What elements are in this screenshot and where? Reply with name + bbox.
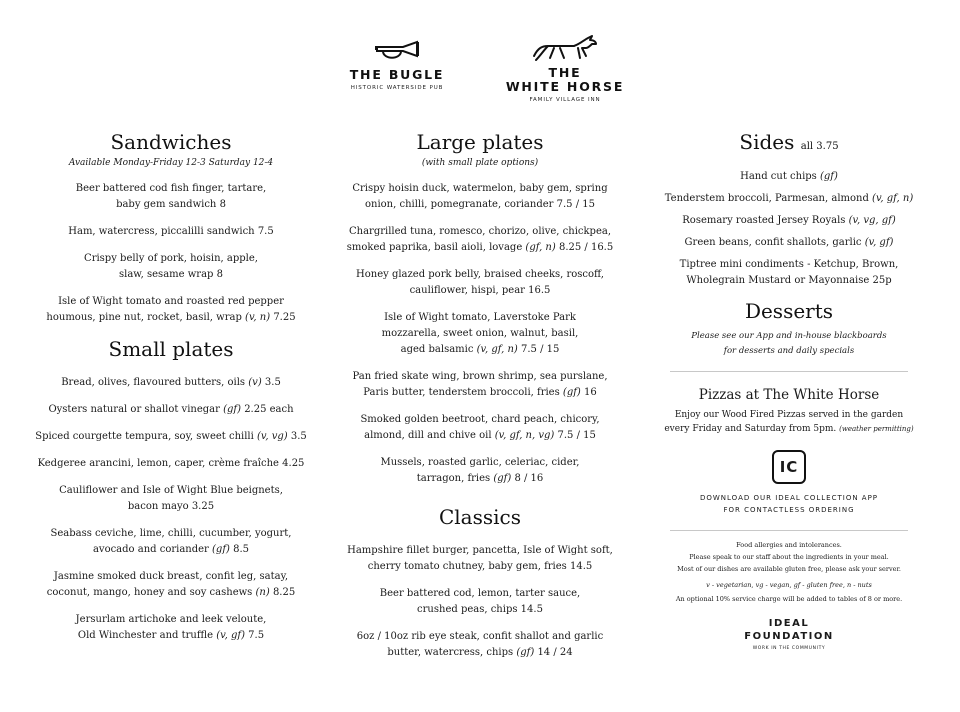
menu-item (330, 267, 630, 299)
menu-item-diet: (gf) (562, 387, 581, 398)
allergy-line1: Food allergies and intolerances. (736, 541, 842, 549)
sandwiches-title: Sandwiches (110, 130, 232, 154)
menu-item-last-line (30, 585, 312, 601)
menu-item-line0: Isle of Wight tomato, Laverstoke Park (384, 312, 576, 323)
menu-item-price: 14.5 (520, 604, 543, 615)
menu-item-last-line (330, 559, 630, 575)
large-plates-title: Large plates (416, 130, 544, 154)
bugle-icon (373, 40, 421, 64)
menu-item (662, 257, 916, 289)
menu-item-text: onion, chilli, pomegranate, coriander (365, 199, 554, 210)
menu-item-diet: (v, n) (245, 312, 271, 323)
white-horse-logo (502, 34, 628, 103)
foundation-line1: IDEAL (768, 618, 810, 629)
menu-item-price: 3.5 (264, 377, 281, 388)
menu-item-price: 7.5 (248, 630, 265, 641)
menu-item-diet: (v, gf) (864, 237, 894, 248)
menu-item-line1: Jersurlam artichoke and leek veloute, (75, 614, 267, 625)
menu-item (30, 181, 312, 213)
menu-item-text: Kedgeree arancini, lemon, caper, crème fraîche (37, 458, 279, 469)
menu-item-line1: Pan fried skate wing, brown shrimp, sea purslane, (352, 371, 608, 382)
menu-item-price: 8 (219, 199, 226, 210)
menu-item (662, 169, 916, 185)
menu-item-last-line (30, 499, 312, 515)
menu-item-line1: Crispy hoisin duck, watermelon, baby gem, spring (352, 183, 608, 194)
menu-item-price: 7.5 (257, 226, 274, 237)
menu-item-price: 8.5 (233, 544, 250, 555)
bugle-tagline: HISTORIC WATERSIDE PUB (350, 85, 444, 91)
small-plates-list (30, 375, 312, 644)
menu-item-last-line (330, 283, 630, 299)
menu-item (330, 629, 630, 661)
right-column (662, 130, 916, 651)
menu-item-price: 8.25 (272, 587, 296, 598)
app-line2: FOR CONTACTLESS ORDERING (723, 506, 855, 514)
menu-item-last-line (662, 213, 916, 229)
menu-item-line1: Isle of Wight tomato and roasted red pepper (58, 296, 284, 307)
menu-item-line1: Hampshire fillet burger, pancetta, Isle of Wight soft, (347, 545, 613, 556)
diet-legend: v - vegetarian, vg - vegan, gf - gluten free, n - nuts (706, 581, 872, 589)
menu-item-line1: Seabass ceviche, lime, chilli, cucumber, yogurt, (50, 528, 292, 539)
horse-name-line2: WHITE HORSE (505, 79, 625, 94)
large-plates-list (330, 181, 630, 487)
middle-column (330, 130, 630, 672)
menu-item-last-line (330, 645, 630, 661)
menu-item (662, 213, 916, 229)
pizzas-text (662, 408, 916, 436)
menu-item-last-line (330, 471, 630, 487)
menu-item-price: 7.25 (273, 312, 296, 323)
menu-item-line1: Smoked golden beetroot, chard peach, chicory, (360, 414, 600, 425)
menu-item-text: coconut, mango, honey and soy cashews (46, 587, 253, 598)
pizzas-line2: every Friday and Saturday from 5pm. (664, 424, 837, 434)
menu-item-last-line (662, 191, 916, 207)
desserts-note-line2: for desserts and daily specials (723, 346, 855, 356)
bugle-logo (338, 40, 456, 91)
menu-item-last-line (662, 169, 916, 185)
menu-item (30, 251, 312, 283)
menu-item-text: butter, watercress, chips (387, 647, 514, 658)
menu-item-line1: Crispy belly of pork, hoisin, apple, (84, 253, 258, 264)
menu-item-price: 2.25 each (244, 404, 294, 415)
menu-item-diet: (v, gf, n, vg) (494, 430, 555, 441)
menu-item-text: crushed peas, chips (417, 604, 518, 615)
menu-item (330, 310, 630, 358)
menu-item-price: 4.25 (282, 458, 305, 469)
divider (670, 530, 908, 531)
menu-item-last-line (30, 267, 312, 283)
menu-item-price: 3.5 (290, 431, 307, 442)
menu-item-line1: Beer battered cod fish finger, tartare, (75, 183, 267, 194)
sandwiches-subtitle: Available Monday-Friday 12-3 Saturday 12-4 (68, 158, 274, 168)
menu-item-diet: (gf) (493, 473, 512, 484)
menu-item-last-line (662, 273, 916, 289)
menu-item-last-line (662, 235, 916, 251)
sides-price-note: all 3.75 (800, 141, 839, 152)
menu-item (330, 369, 630, 401)
allergy-info (662, 539, 916, 605)
menu-item-price: 14.5 (570, 561, 593, 572)
sides-title (662, 130, 916, 159)
menu-item (30, 224, 312, 240)
menu-item-diet: (gf) (820, 171, 838, 182)
menu-item-price: 14 / 24 (537, 647, 573, 658)
menu-item (330, 224, 630, 256)
menu-item-text: Green beans, confit shallots, garlic (684, 237, 862, 248)
menu-item (330, 455, 630, 487)
menu-item (30, 429, 312, 445)
menu-item-text: bacon mayo (127, 501, 189, 512)
allergy-line2: Please speak to our staff about the ingredients in your meal. (689, 553, 889, 561)
menu-item-price: 16.5 (528, 285, 551, 296)
menu-item-text: smoked paprika, basil aioli, lovage (346, 242, 523, 253)
menu-item (330, 181, 630, 213)
menu-item-text: aged balsamic (400, 344, 474, 355)
menu-item-text: Spiced courgette tempura, soy, sweet chilli (35, 431, 254, 442)
menu-item-price: 3.25 (191, 501, 215, 512)
menu-item-line1: Beer battered cod, lemon, tarter sauce, (379, 588, 581, 599)
menu-item (662, 235, 916, 251)
menu-item-diet: (v, gf, n) (872, 193, 914, 204)
large-plates-subtitle: (with small plate options) (421, 158, 539, 168)
menu-item-text: Rosemary roasted Jersey Royals (682, 215, 846, 226)
allergy-line3: Most of our dishes are available gluten free, please ask your server. (677, 565, 901, 573)
menu-item-last-line (30, 224, 312, 240)
menu-item (330, 412, 630, 444)
desserts-note (662, 329, 916, 359)
menu-item-price: 7.5 / 15 (557, 430, 596, 441)
menu-item-last-line (30, 375, 312, 391)
menu-item-last-line (30, 456, 312, 472)
menu-item-price: 8.25 / 16.5 (558, 242, 614, 253)
menu-item-text: cauliflower, hispi, pear (409, 285, 525, 296)
menu-item-diet: (v, vg, gf) (848, 215, 896, 226)
menu-item-text: Wholegrain Mustard or Mayonnaise 25p (686, 275, 892, 286)
menu-item-diet: (gf) (516, 647, 535, 658)
foundation-line2: FOUNDATION (744, 631, 834, 642)
horse-tagline: FAMILY VILLAGE INN (529, 97, 601, 103)
menu-item-price: 8 / 16 (514, 473, 544, 484)
pizzas-line2-wrap (662, 422, 916, 436)
menu-item-text: almond, dill and chive oil (364, 430, 492, 441)
service-charge-note: An optional 10% service charge will be added to tables of 8 or more. (675, 595, 903, 603)
sides-list (662, 169, 916, 289)
menu-item-price: 7.5 / 15 (521, 344, 560, 355)
pizzas-title: Pizzas at The White Horse (698, 387, 880, 403)
foundation-tagline: WORK IN THE COMMUNITY (752, 646, 826, 651)
menu-item-last-line (30, 429, 312, 445)
classics-title: Classics (438, 505, 521, 529)
menu-item-text: Paris butter, tenderstem broccoli, fries (363, 387, 560, 398)
menu-item-last-line (330, 602, 630, 618)
menu-item-last-line (330, 428, 630, 444)
menu-item-text: Oysters natural or shallot vinegar (48, 404, 220, 415)
horse-icon (530, 34, 600, 62)
ideal-collection-app-icon[interactable]: IC (772, 450, 806, 484)
divider (670, 371, 908, 372)
menu-item-diet: (v) (248, 377, 262, 388)
menu-item (30, 526, 312, 558)
menu-item (662, 191, 916, 207)
pizzas-weather-note: (weather permitting) (839, 425, 914, 433)
menu-item-last-line (30, 402, 312, 418)
menu-item-text: baby gem sandwich (116, 199, 217, 210)
menu-item-line1: Chargrilled tuna, romesco, chorizo, olive, chickpea, (348, 226, 612, 237)
menu-item-line1: mozzarella, sweet onion, walnut, basil, (381, 328, 579, 339)
menu-item-last-line (330, 385, 630, 401)
menu-item (30, 612, 312, 644)
menu-item-text: Old Winchester and truffle (77, 630, 214, 641)
menu-item (330, 586, 630, 618)
menu-item-price: 16 (584, 387, 597, 398)
menu-item-diet: (n) (255, 587, 270, 598)
menu-item-price: 7.5 / 15 (556, 199, 595, 210)
menu-item (30, 456, 312, 472)
menu-item-last-line (330, 197, 630, 213)
menu-item (30, 375, 312, 391)
menu-item-last-line (30, 542, 312, 558)
menu-item-line1: Honey glazed pork belly, braised cheeks, roscoff, (356, 269, 604, 280)
menu-item-diet: (gf) (223, 404, 241, 415)
classics-list (330, 543, 630, 661)
sides-title-text: Sides (739, 130, 795, 154)
menu-item-last-line (30, 628, 312, 644)
menu-item-text: Tenderstem broccoli, Parmesan, almond (664, 193, 869, 204)
menu-item (30, 294, 312, 326)
menu-item-text: tarragon, fries (416, 473, 491, 484)
menu-item-last-line (30, 310, 312, 326)
menu-item-last-line (330, 342, 630, 358)
desserts-title: Desserts (744, 299, 834, 323)
menu-item-text: Bread, olives, flavoured butters, oils (61, 377, 246, 388)
menu-item-line1: Jasmine smoked duck breast, confit leg, satay, (53, 571, 289, 582)
desserts-note-line1: Please see our App and in-house blackboards (691, 331, 887, 341)
menu-item (30, 569, 312, 601)
app-line1: DOWNLOAD OUR IDEAL COLLECTION APP (699, 494, 879, 502)
menu-item-diet: (gf) (212, 544, 230, 555)
menu-item-last-line (30, 197, 312, 213)
menu-item-diet: (v, gf, n) (476, 344, 518, 355)
menu-item-diet: (v, vg) (257, 431, 288, 442)
menu-item (30, 402, 312, 418)
sandwiches-list (30, 181, 312, 326)
menu-item-line1: Tiptree mini condiments - Ketchup, Brown, (679, 259, 899, 270)
small-plates-title: Small plates (108, 337, 234, 361)
menu-item-text: Hand cut chips (740, 171, 817, 182)
menu-item-price: 8 (216, 269, 223, 280)
horse-name-line1: THE (548, 65, 582, 80)
menu-item-diet: (gf, n) (525, 242, 556, 253)
menu-item-text: slaw, sesame wrap (118, 269, 214, 280)
menu-item-text: Ham, watercress, piccalilli sandwich (68, 226, 255, 237)
menu-item-line1: 6oz / 10oz rib eye steak, confit shallot and garlic (356, 631, 604, 642)
menu-item-line1: Mussels, roasted garlic, celeriac, cider, (380, 457, 580, 468)
left-column (30, 130, 312, 655)
menu-item-text: avocado and coriander (92, 544, 209, 555)
menu-item-last-line (330, 240, 630, 256)
menu-item-text: houmous, pine nut, rocket, basil, wrap (46, 312, 242, 323)
menu-item (30, 483, 312, 515)
app-download-text (662, 492, 916, 516)
menu-item-line1: Cauliflower and Isle of Wight Blue beignets, (59, 485, 283, 496)
menu-item-diet: (v, gf) (216, 630, 245, 641)
pizzas-line1: Enjoy our Wood Fired Pizzas served in the garden (674, 410, 904, 420)
bugle-name: THE BUGLE (349, 67, 445, 82)
ideal-foundation-logo (662, 617, 916, 643)
menu-item-text: cherry tomato chutney, baby gem, fries (367, 561, 567, 572)
menu-item (330, 543, 630, 575)
